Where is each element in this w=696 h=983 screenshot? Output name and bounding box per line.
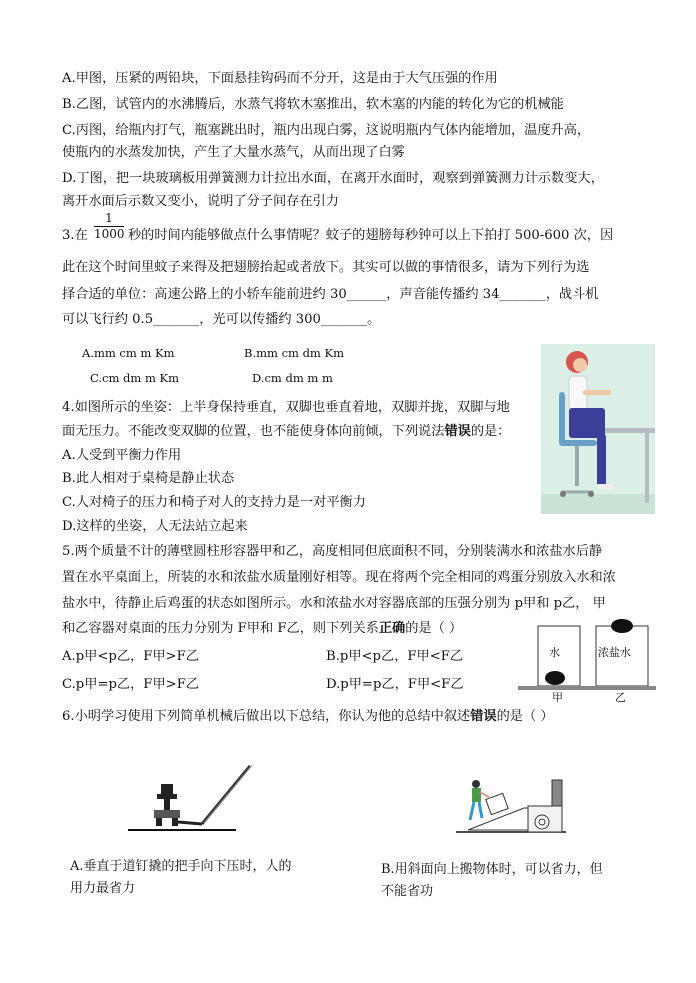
sitting-person-illustration bbox=[541, 344, 655, 514]
q3-line1: 秒的时间内能够做点什么事情呢？蚊子的翅膀每秒钟可以上下拍打 500-600 次，因 bbox=[128, 228, 614, 243]
q5-keyword-correct: 正确 bbox=[378, 621, 406, 636]
q5-line2: 置在水平桌面上，所装的水和浓盐水质量刚好相等。现在将两个完全相同的鸡蛋分别放入水和浓 bbox=[62, 570, 616, 585]
q3-line2: 此在这个时间里蚊子来得及把翅膀抬起或者放下。其实可以做的事情很多，请为下列行为选 bbox=[62, 260, 590, 275]
label-water: 水 bbox=[549, 646, 560, 659]
q3-option-a: A.mm cm m Km bbox=[82, 346, 175, 360]
egg-sunk bbox=[545, 671, 565, 685]
q4-line2-text: 面无压力。不能改变双脚的位置，也不能使身体向前倾，下列说法 bbox=[62, 424, 445, 439]
q4-keyword-wrong: 错误 bbox=[444, 424, 471, 439]
q5-option-d: D.p甲=p乙，F甲<F乙 bbox=[326, 677, 464, 692]
q3-line3: 择合适的单位：高速公路上的小轿车能前进约 30______，声音能传播约 34_______，战斗机 bbox=[62, 287, 599, 302]
q5-line4-text: 和乙容器对桌面的压力分别为 bbox=[62, 621, 234, 636]
q3-option-d: D.cm dm m m bbox=[252, 371, 333, 385]
q3-option-c: C.cm dm m Km bbox=[90, 371, 180, 385]
q6-caption-b bbox=[381, 859, 603, 903]
q5-pressure-symbols: p甲和 p乙， 甲 bbox=[514, 596, 606, 611]
q6-caption-a-line1: A.垂直于道钉撬的把手向下压时，人的 bbox=[70, 859, 292, 874]
q2-option-a: A.甲图，压紧的两铅块，下面悬挂钩码而不分开，这是由于大气压强的作用 bbox=[62, 71, 498, 86]
q3-line4: 可以飞行约 0.5_______，光可以传播约 300_______。 bbox=[62, 312, 381, 327]
q6-line1 bbox=[62, 708, 554, 726]
q4-option-d: D.这样的坐姿，人无法站立起来 bbox=[62, 519, 248, 534]
label-container-jia: 甲 bbox=[552, 691, 563, 704]
q3-number: 3.在 bbox=[62, 228, 88, 243]
q4-line1: 4.如图所示的坐姿：上半身保持垂直，双脚也垂直着地，双脚并拢，双脚与地 bbox=[62, 400, 510, 415]
q6-caption-a bbox=[70, 856, 292, 900]
q2-option-c-line1: C.丙图，给瓶内打气，瓶塞跳出时，瓶内出现白雾，这说明瓶内气体内能增加，温度升高， bbox=[62, 123, 591, 138]
q5-option-b: B.p甲<p乙，F甲<F乙 bbox=[326, 649, 464, 664]
q6-caption-b-line2: 不能省功 bbox=[381, 884, 434, 899]
crowbar-illustration bbox=[126, 762, 256, 834]
q5-line3 bbox=[62, 595, 606, 613]
label-brine: 浓盐水 bbox=[598, 646, 631, 659]
egg-floating bbox=[611, 619, 633, 633]
q5-force-symbols: F甲和 F乙，则下列关系 bbox=[237, 621, 379, 636]
q4-option-c: C.人对椅子的压力和椅子对人的支持力是一对平衡力 bbox=[62, 495, 366, 510]
q2-option-d-line1: D.丁图，把一块玻璃板用弹簧测力计拉出水面，在离开水面时，观察到弹簧测力计示数变大， bbox=[62, 171, 604, 186]
label-container-yi: 乙 bbox=[615, 691, 626, 704]
q5-line4 bbox=[62, 620, 462, 638]
q4-option-b: B.此人相对于桌椅是静止状态 bbox=[62, 471, 235, 486]
q3-option-b: B.mm cm dm Km bbox=[244, 346, 344, 360]
inclined-plane-illustration bbox=[456, 770, 568, 836]
q2-option-d-line2: 离开水面后示数又变小，说明了分子间存在引力 bbox=[62, 194, 339, 209]
q4-line2 bbox=[62, 423, 510, 441]
q3-fraction bbox=[94, 211, 124, 241]
q6-keyword-wrong: 错误 bbox=[470, 709, 497, 724]
q6-line1-text: 6.小明学习使用下列简单机械后做出以下总结，你认为他的总结中叙述 bbox=[62, 709, 471, 724]
containers-illustration bbox=[518, 618, 656, 703]
q2-option-c-line2: 使瓶内的水蒸发加快，产生了大量水蒸气，从而出现了白雾 bbox=[62, 145, 405, 160]
q2-option-b: B.乙图，试管内的水沸腾后，水蒸气将软木塞推出，软木塞的内能的转化为它的机械能 bbox=[62, 97, 564, 112]
q5-option-a: A.p甲<p乙，F甲>F乙 bbox=[62, 649, 199, 664]
q6-caption-a-line2: 用力最省力 bbox=[70, 881, 136, 896]
q3-fraction-numerator: 1 bbox=[105, 211, 113, 225]
q5-option-c: C.p甲=p乙，F甲>F乙 bbox=[62, 677, 200, 692]
q5-line1: 5.两个质量不计的薄壁圆柱形容器甲和乙，高度相同但底面积不同，分别装满水和浓盐水后静 bbox=[62, 544, 603, 559]
q3-fraction-denominator: 1000 bbox=[94, 227, 125, 241]
inclined-plane-figure bbox=[456, 770, 568, 836]
q6-line1-end: 的是（ ） bbox=[496, 709, 554, 724]
q6-caption-b-line1: B.用斜面向上搬物体时，可以省力，但 bbox=[381, 862, 603, 877]
containers-figure bbox=[518, 618, 656, 703]
q4-option-a: A.人受到平衡力作用 bbox=[62, 448, 182, 463]
q5-line3-text: 盐水中，待静止后鸡蛋的状态如图所示。水和浓盐水对容器底部的压强分别为 bbox=[62, 596, 511, 611]
q4-line2-end: 的是： bbox=[470, 424, 511, 439]
crowbar-figure bbox=[126, 762, 256, 834]
sitting-posture-figure bbox=[541, 344, 655, 514]
q5-line4-end: 的是（ ） bbox=[405, 621, 463, 636]
